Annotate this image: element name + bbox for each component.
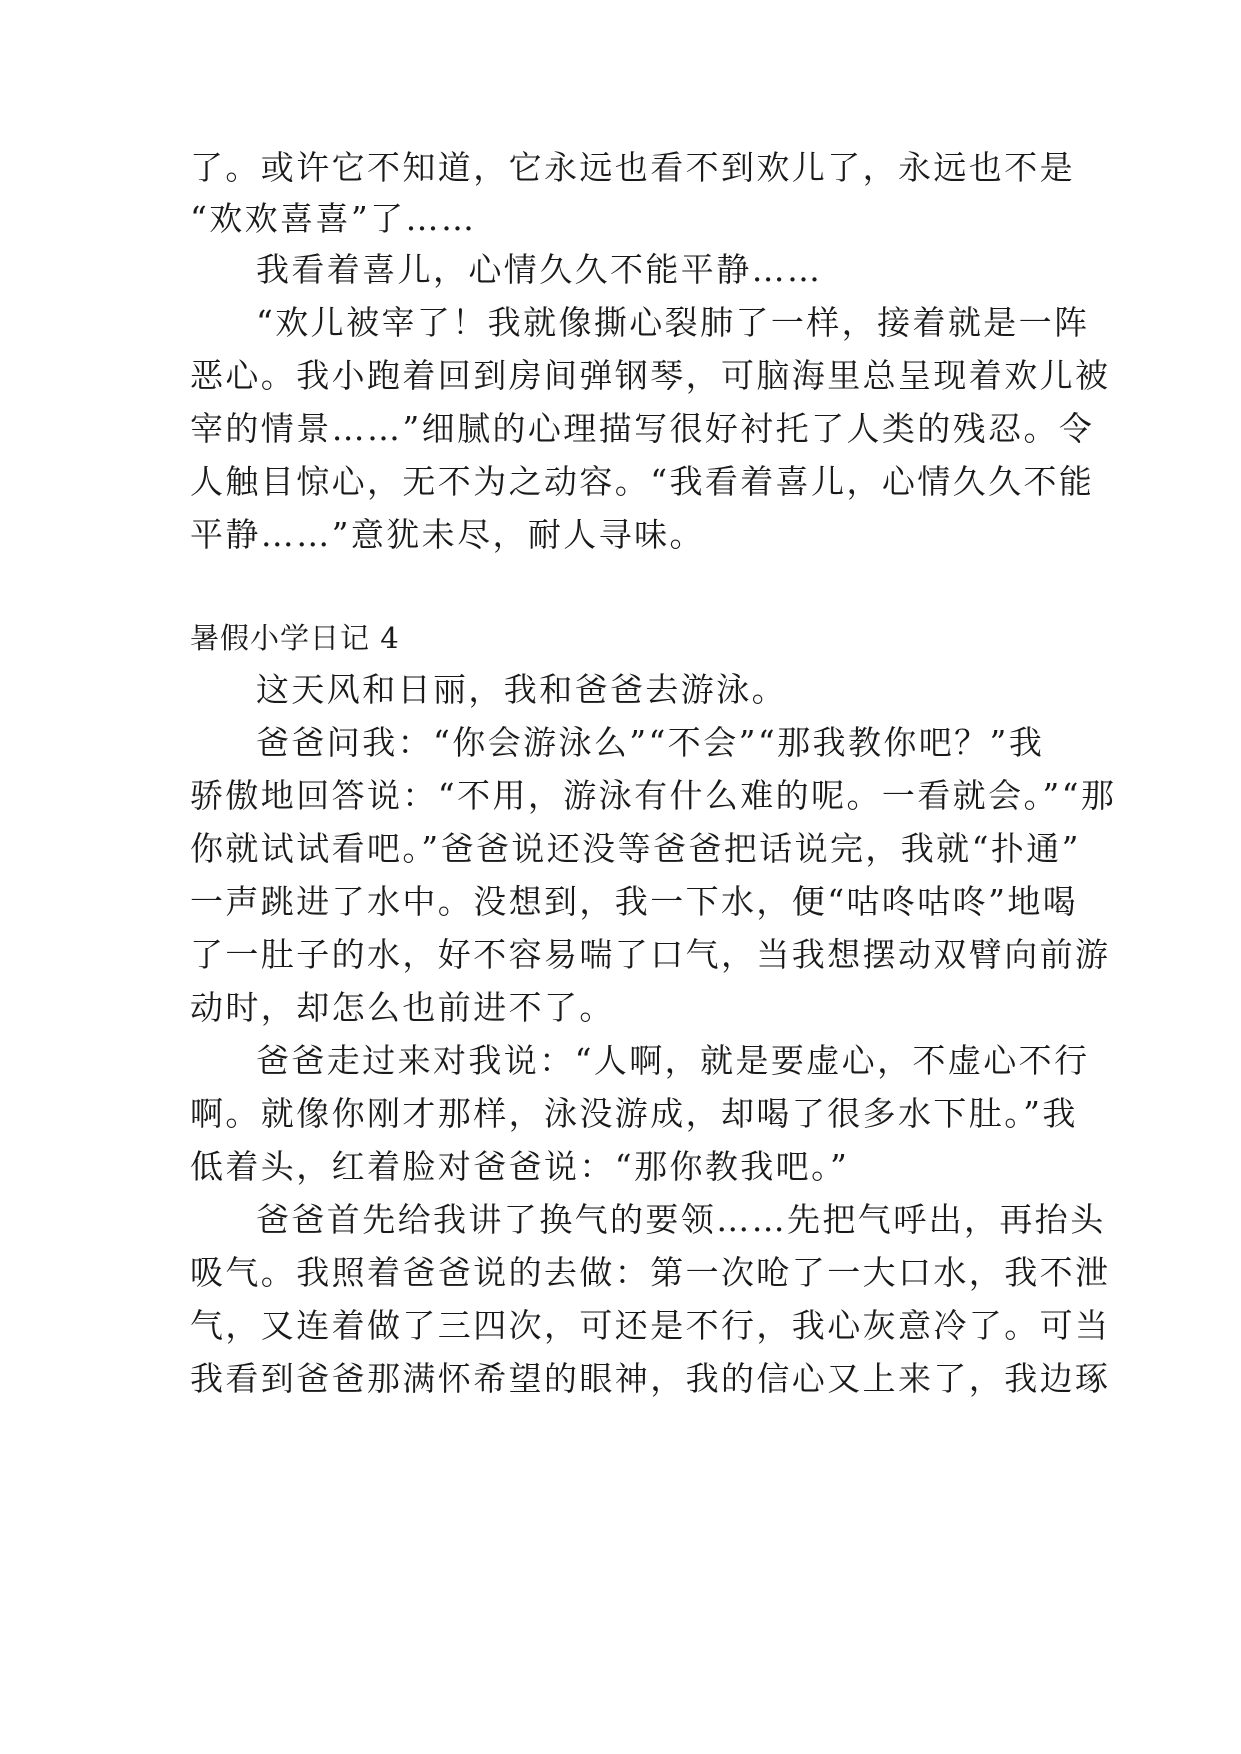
text-line: 爸爸问我：“你会游泳么”“不会”“那我教你吧？”我	[256, 723, 1045, 762]
text-line: 低着头，红着脸对爸爸说：“那你教我吧。”	[190, 1147, 850, 1186]
text-line: 了一肚子的水，好不容易喘了口气，当我想摆动双臂向前游	[190, 935, 1111, 974]
text-line: 啊。就像你刚才那样，泳没游成，却喝了很多水下肚。”我	[190, 1094, 1078, 1133]
text-line: 我看着喜儿，心情久久不能平静……	[256, 250, 823, 289]
text-line: “欢儿被宰了！我就像撕心裂肺了一样，接着就是一阵	[256, 303, 1090, 342]
text-line: 爸爸首先给我讲了换气的要领……先把气呼出，再抬头	[256, 1200, 1106, 1239]
section-heading: 暑假小学日记 4	[190, 621, 400, 655]
text-line: 宰的情景……”细腻的心理描写很好衬托了人类的残忍。令	[190, 409, 1095, 448]
text-line: “欢欢喜喜”了……	[190, 199, 477, 238]
text-line: 了。或许它不知道，它永远也看不到欢儿了，永远也不是	[190, 148, 1075, 187]
text-line: 人触目惊心，无不为之动容。“我看着喜儿，心情久久不能	[190, 462, 1095, 501]
text-line: 气，又连着做了三四次，可还是不行，我心灰意冷了。可当	[190, 1306, 1111, 1345]
text-line: 爸爸走过来对我说：“人啊，就是要虚心，不虚心不行	[256, 1041, 1090, 1080]
text-line: 动时，却怎么也前进不了。	[190, 988, 615, 1027]
text-line: 这天风和日丽，我和爸爸去游泳。	[256, 670, 787, 709]
text-line: 恶心。我小跑着回到房间弹钢琴，可脑海里总呈现着欢儿被	[190, 356, 1111, 395]
text-line: 一声跳进了水中。没想到，我一下水，便“咕咚咕咚”地喝	[190, 882, 1079, 921]
text-line: 平静……”意犹未尽，耐人寻味。	[190, 515, 705, 554]
text-line: 你就试试看吧。”爸爸说还没等爸爸把话说完，我就“扑通”	[190, 829, 1081, 868]
text-line: 我看到爸爸那满怀希望的眼神，我的信心又上来了，我边琢	[190, 1359, 1111, 1398]
text-line: 吸气。我照着爸爸说的去做：第一次呛了一大口水，我不泄	[190, 1253, 1111, 1292]
text-line: 骄傲地回答说：“不用，游泳有什么难的呢。一看就会。”“那	[190, 776, 1117, 815]
